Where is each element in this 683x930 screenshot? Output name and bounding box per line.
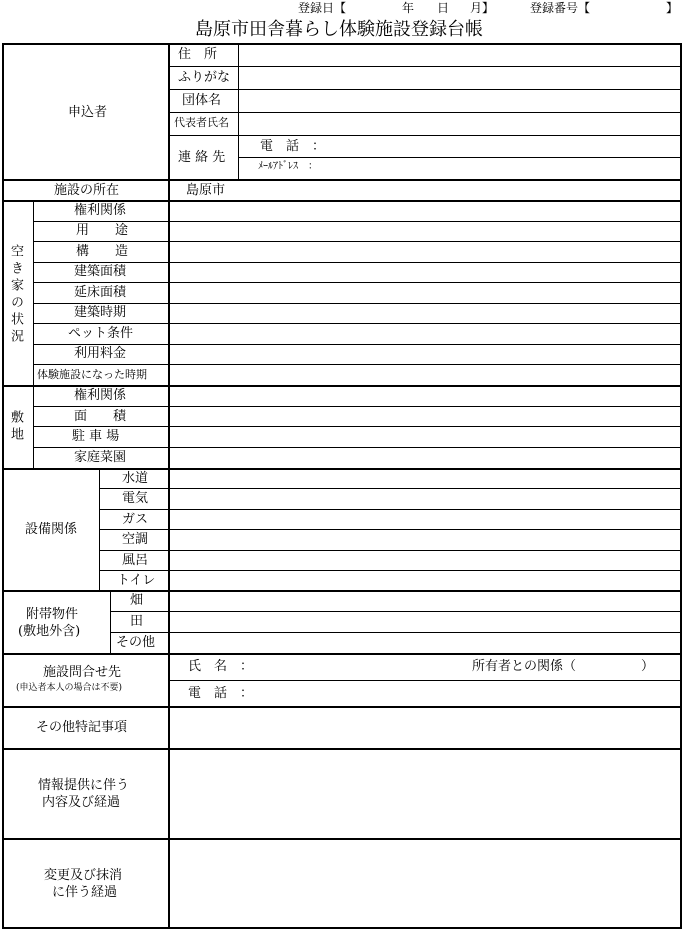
electricity-label: 電気 [122, 491, 149, 506]
address-label: 住 所 [178, 47, 218, 62]
aircon-label: 空調 [122, 532, 149, 547]
field-label: 畑 [130, 593, 144, 608]
info-provision-sublabel: 内容及び経過 [42, 795, 121, 810]
vacant-pet-label: ペット条件 [68, 326, 134, 341]
page-title: 島原市田舎暮らし体験施設登録台帳 [195, 19, 483, 40]
site-section-label: 敷地 [8, 410, 23, 444]
rice-field-label: 田 [130, 614, 144, 629]
facility-location-label: 施設の所在 [54, 183, 120, 198]
registration-number-close: 】 [666, 1, 679, 15]
facility-location-value: 島原市 [186, 183, 226, 198]
vacant-structure-label: 構 造 [76, 244, 129, 259]
vacant-rights-label: 権利関係 [74, 203, 127, 218]
applicant-section-label: 申込者 [68, 105, 108, 120]
other-notes-label: その他特記事項 [36, 720, 128, 735]
gas-label: ガス [122, 512, 149, 527]
year-label: 年 [402, 1, 415, 15]
annex-section-label: 附帯物件 [26, 607, 79, 622]
inquiry-label: 施設問合せ先 [43, 665, 122, 680]
vacant-use-label: 用 途 [76, 223, 129, 238]
vacant-since-label: 体験施設になった時期 [37, 368, 147, 381]
annex-section-sublabel: (敷地外含) [18, 624, 81, 639]
vacant-construction-date-label: 建築時期 [74, 305, 127, 320]
info-provision-label: 情報提供に伴う [38, 778, 130, 793]
vacant-building-area-label: 建築面積 [74, 264, 127, 279]
inquiry-name-label: 氏 名 ： [188, 659, 254, 674]
site-parking-label: 駐 車 場 [72, 429, 120, 444]
registration-date-label: 登録日【 [298, 1, 347, 15]
month-label: 月】 [470, 1, 495, 15]
group-name-label: 団体名 [182, 93, 222, 108]
vacant-fee-label: 利用料金 [74, 346, 127, 361]
water-label: 水道 [122, 471, 149, 486]
vacant-house-section-label: 空き家の状況 [8, 244, 23, 346]
registration-number-label: 登録番号【 [530, 1, 591, 15]
site-area-label: 面 積 [74, 409, 127, 424]
site-garden-label: 家庭菜園 [74, 450, 127, 465]
vacant-floor-area-label: 延床面積 [74, 285, 127, 300]
phone-label: 電 話 ： [260, 139, 326, 154]
email-label: ﾒｰﾙｱﾄﾞﾚｽ ： [258, 161, 318, 172]
furigana-label: ふりがな [178, 70, 231, 85]
site-rights-label: 権利関係 [74, 388, 127, 403]
inquiry-note: (申込者本人の場合は不要) [16, 683, 123, 693]
facilities-section-label: 設備関係 [25, 522, 78, 537]
bath-label: 風呂 [122, 553, 149, 568]
change-label: 変更及び抹消 [44, 868, 123, 883]
day-label: 日 [437, 1, 450, 15]
annex-other-label: その他 [116, 635, 156, 650]
owner-relation-label: 所有者との関係（ ） [472, 659, 655, 674]
change-sublabel: に伴う経過 [52, 885, 118, 900]
inquiry-phone-label: 電 話 ： [188, 686, 254, 701]
contact-label: 連 絡 先 [178, 150, 226, 165]
toilet-label: トイレ [117, 573, 156, 588]
representative-label: 代表者氏名 [174, 116, 229, 129]
